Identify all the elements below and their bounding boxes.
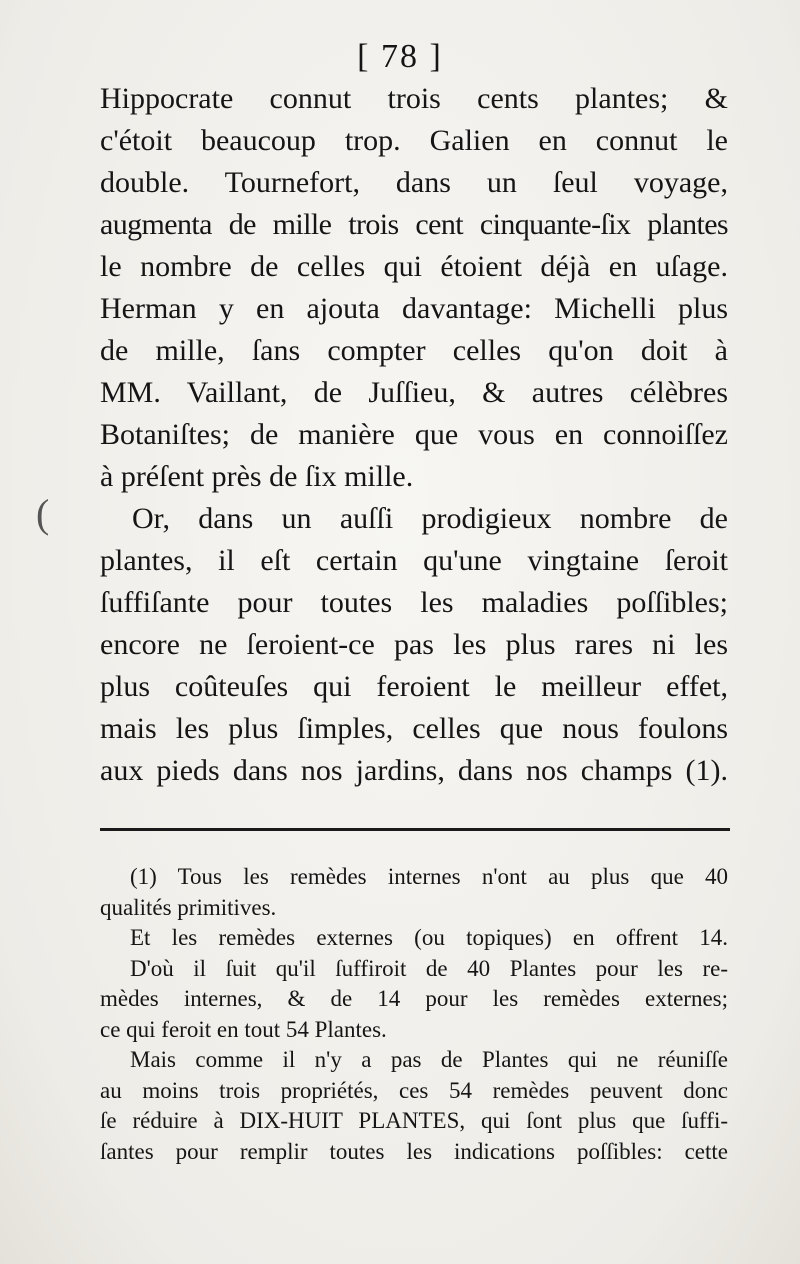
text-line: MM. Vaillant, de Juſſieu, & autres célèbres <box>100 376 728 409</box>
text-line: encore ne ſeroient-ce pas les plus rares ni les <box>100 628 728 661</box>
text-line: plus coûteuſes qui feroient le meilleur effet, <box>100 670 728 703</box>
text-line: le nombre de celles qui étoient déjà en uſage. <box>100 250 728 283</box>
footnote-line: Et les remèdes externes (ou topiques) en offrent 14. <box>130 925 728 950</box>
footnote-line: mèdes internes, & de 14 pour les remèdes externes; <box>100 986 728 1011</box>
main-text <box>100 78 728 792</box>
footnote-line: ce qui feroit en tout 54 Plantes. <box>100 1016 387 1042</box>
margin-bracket-mark: ( <box>36 491 50 536</box>
text-line: plantes, il eſt certain qu'une vingtaine ſeroit <box>100 544 728 577</box>
footnote-line: (1) Tous les remèdes internes n'ont au plus que 40 <box>130 864 728 889</box>
footnote-line: ſantes pour remplir toutes les indications poſſibles: cette <box>100 1138 728 1164</box>
text-line: c'étoit beaucoup trop. Galien en connut le <box>100 124 728 157</box>
paragraph-2 <box>100 498 728 792</box>
footnote <box>100 862 728 1167</box>
text-line: aux pieds dans nos jardins, dans nos champs (1). <box>100 754 728 787</box>
text-line: Or, dans un auſſi prodigieux nombre de <box>132 502 728 535</box>
text-line: Botaniſtes; de manière que vous en connoiſſez <box>100 418 728 451</box>
page-number: [ 78 ] <box>357 38 443 75</box>
footnote-line: D'où il ſuit qu'il ſuffiroit de 40 Plantes pour les re- <box>130 955 728 981</box>
paragraph-1 <box>100 78 728 498</box>
text-line: ſuffiſante pour toutes les maladies poſſibles; <box>100 586 728 619</box>
text-line: à préſent près de ſix mille. <box>100 460 414 493</box>
footnote-line: au moins trois propriétés, ces 54 remèdes peuvent donc <box>100 1077 728 1103</box>
text-line: mais les plus ſimples, celles que nous foulons <box>100 712 728 745</box>
footnote-divider <box>100 828 730 831</box>
footnote-line: qualités primitives. <box>100 894 277 920</box>
text-line: double. Tournefort, dans un ſeul voyage, <box>100 166 728 199</box>
footnote-line: ſe réduire à DIX-HUIT PLANTES, qui ſont plus que ſuffi- <box>100 1108 728 1133</box>
text-line: de mille, ſans compter celles qu'on doit à <box>100 334 728 367</box>
text-line: augmenta de mille trois cent cinquante-ſix plantes <box>100 208 728 241</box>
text-line: Hippocrate connut trois cents plantes; & <box>100 82 728 115</box>
footnote-line: Mais comme il n'y a pas de Plantes qui ne réuniſſe <box>130 1047 728 1072</box>
text-line: Herman y en ajouta davantage: Michelli plus <box>100 292 728 325</box>
